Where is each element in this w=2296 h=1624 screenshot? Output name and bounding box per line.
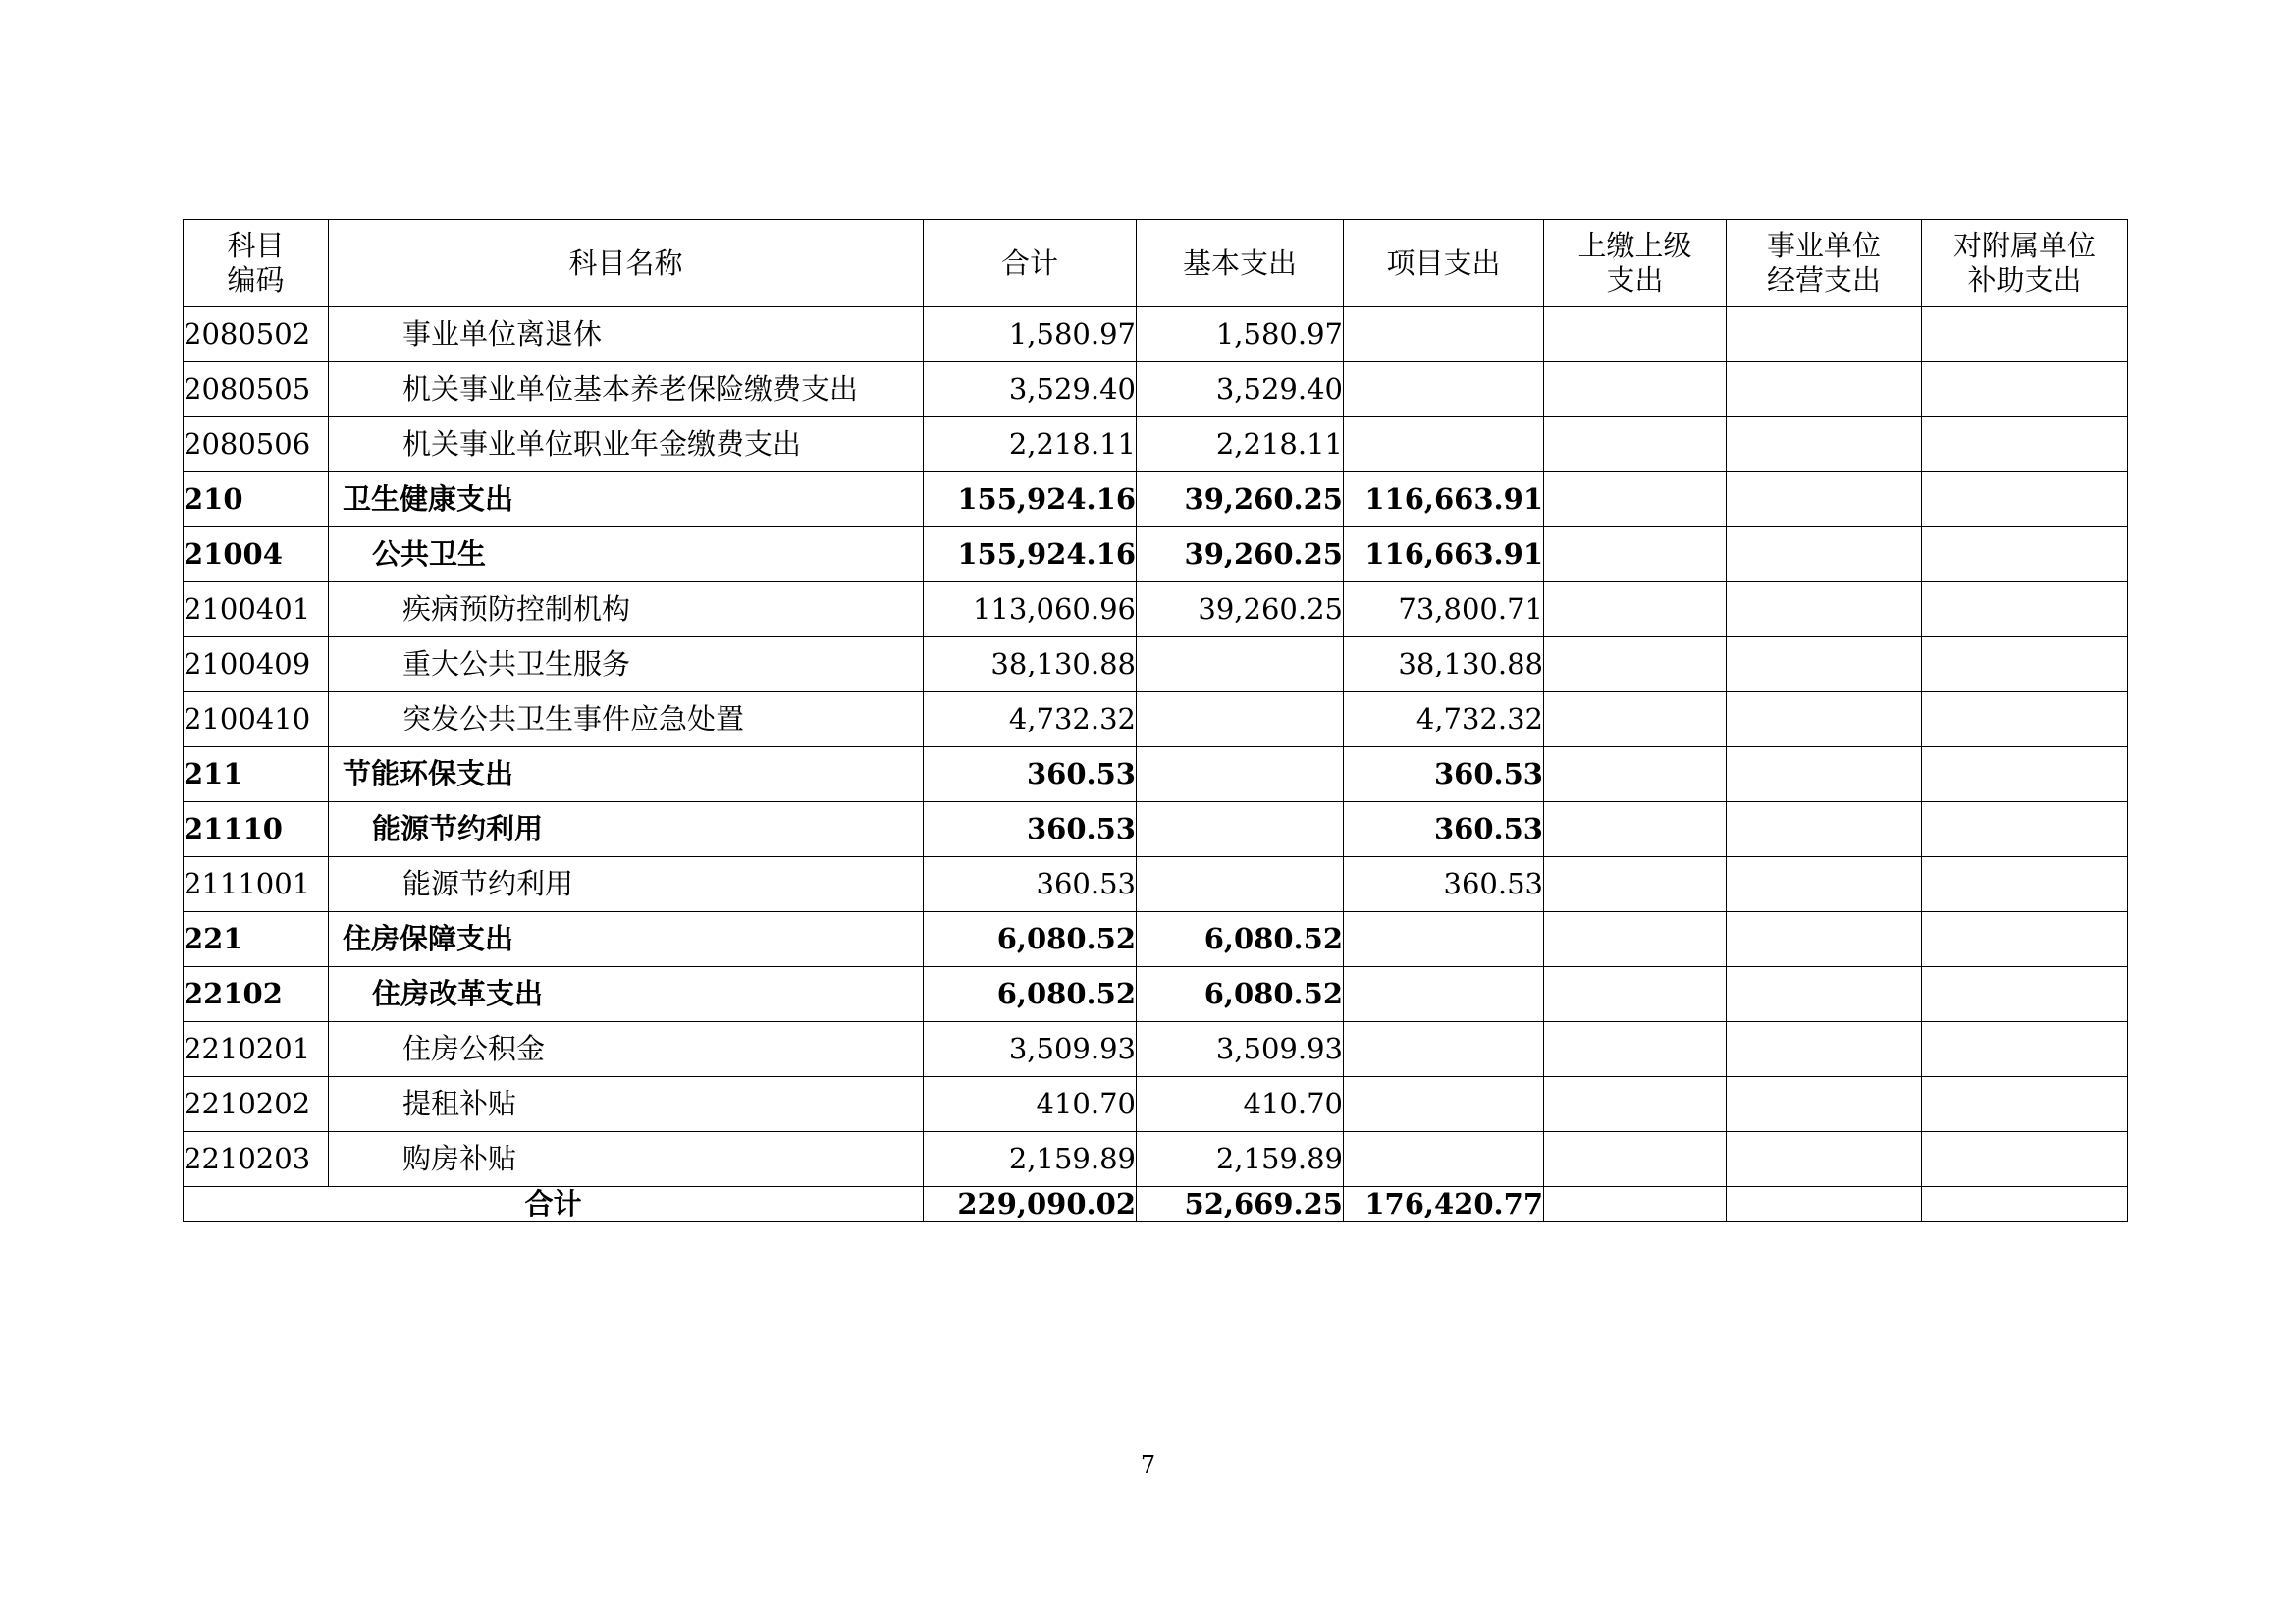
affiliate-subsidy-cell [1922, 802, 2128, 857]
expenditure-table [183, 219, 2128, 1222]
business-operation-cell [1727, 472, 1922, 527]
basic-expenditure-cell: 410.70 [1137, 1077, 1344, 1132]
project-expenditure-cell: 360.53 [1344, 857, 1544, 912]
total-sum-cell: 229,090.02 [924, 1187, 1137, 1222]
total-cell: 155,924.16 [924, 527, 1137, 582]
basic-expenditure-cell [1137, 802, 1344, 857]
total-cell: 38,130.88 [924, 637, 1137, 692]
subject-code-cell: 2100409 [184, 637, 329, 692]
subject-code-cell: 2100401 [184, 582, 329, 637]
business-operation-cell [1727, 692, 1922, 747]
upper-remittance-cell [1544, 857, 1727, 912]
header-row [184, 220, 2128, 307]
upper-remittance-cell [1544, 747, 1727, 802]
affiliate-subsidy-cell [1922, 527, 2128, 582]
business-operation-cell [1727, 1077, 1922, 1132]
total-cell: 155,924.16 [924, 472, 1137, 527]
subject-code-cell: 21110 [184, 802, 329, 857]
table-row [184, 692, 2128, 747]
table-row [184, 967, 2128, 1022]
subject-name-cell: 住房保障支出 [329, 912, 924, 967]
upper-remittance-cell [1544, 1132, 1727, 1187]
business-operation-cell [1727, 527, 1922, 582]
subject-name-cell: 提租补贴 [329, 1077, 924, 1132]
table-row [184, 417, 2128, 472]
subject-name-cell: 住房公积金 [329, 1022, 924, 1077]
basic-expenditure-cell: 39,260.25 [1137, 582, 1344, 637]
affiliate-subsidy-cell [1922, 582, 2128, 637]
project-expenditure-cell [1344, 1077, 1544, 1132]
basic-expenditure-cell: 1,580.97 [1137, 307, 1344, 362]
header-subject-code [184, 220, 329, 307]
total-cell: 6,080.52 [924, 912, 1137, 967]
subject-code-cell: 2080506 [184, 417, 329, 472]
table-row [184, 912, 2128, 967]
table-header [184, 220, 2128, 307]
total-cell: 410.70 [924, 1077, 1137, 1132]
subject-name-cell: 疾病预防控制机构 [329, 582, 924, 637]
table-row [184, 472, 2128, 527]
subject-code-cell: 22102 [184, 967, 329, 1022]
business-operation-cell [1727, 307, 1922, 362]
subject-code-cell: 2210201 [184, 1022, 329, 1077]
upper-remittance-cell [1544, 417, 1727, 472]
affiliate-subsidy-cell [1922, 637, 2128, 692]
project-expenditure-cell [1344, 1022, 1544, 1077]
total-label: 合计 [184, 1187, 924, 1222]
subject-name-cell: 公共卫生 [329, 527, 924, 582]
total-basic-cell: 52,669.25 [1137, 1187, 1344, 1222]
subject-code-cell: 210 [184, 472, 329, 527]
project-expenditure-cell [1344, 307, 1544, 362]
table-row [184, 857, 2128, 912]
affiliate-subsidy-cell [1922, 1077, 2128, 1132]
upper-remittance-cell [1544, 967, 1727, 1022]
upper-remittance-cell [1544, 472, 1727, 527]
table-footer [184, 1187, 2128, 1222]
header-subject-name: 科目名称 [329, 220, 924, 307]
subject-name-cell: 节能环保支出 [329, 747, 924, 802]
business-operation-cell [1727, 857, 1922, 912]
business-operation-cell [1727, 362, 1922, 417]
subject-name-cell: 住房改革支出 [329, 967, 924, 1022]
subject-name-cell: 卫生健康支出 [329, 472, 924, 527]
basic-expenditure-cell: 39,260.25 [1137, 527, 1344, 582]
basic-expenditure-cell [1137, 747, 1344, 802]
affiliate-subsidy-cell [1922, 1022, 2128, 1077]
header-subsidy-line2: 补助支出 [1967, 263, 2082, 297]
upper-remittance-cell [1544, 362, 1727, 417]
table-row [184, 362, 2128, 417]
header-business-line1: 事业单位 [1766, 229, 1881, 263]
basic-expenditure-cell: 39,260.25 [1137, 472, 1344, 527]
subject-name-cell: 能源节约利用 [329, 857, 924, 912]
total-cell: 6,080.52 [924, 967, 1137, 1022]
project-expenditure-cell: 116,663.91 [1344, 527, 1544, 582]
basic-expenditure-cell: 6,080.52 [1137, 967, 1344, 1022]
total-subsidy-cell [1922, 1187, 2128, 1222]
basic-expenditure-cell: 2,159.89 [1137, 1132, 1344, 1187]
project-expenditure-cell [1344, 1132, 1544, 1187]
header-upper-level-remittance [1544, 220, 1727, 307]
affiliate-subsidy-cell [1922, 362, 2128, 417]
subject-code-cell: 221 [184, 912, 329, 967]
subject-name-cell: 重大公共卫生服务 [329, 637, 924, 692]
upper-remittance-cell [1544, 912, 1727, 967]
affiliate-subsidy-cell [1922, 307, 2128, 362]
total-cell: 3,509.93 [924, 1022, 1137, 1077]
subject-code-cell: 2210203 [184, 1132, 329, 1187]
table-row [184, 637, 2128, 692]
affiliate-subsidy-cell [1922, 472, 2128, 527]
business-operation-cell [1727, 417, 1922, 472]
upper-remittance-cell [1544, 802, 1727, 857]
header-upper-level-line2: 支出 [1606, 263, 1664, 297]
project-expenditure-cell: 360.53 [1344, 747, 1544, 802]
header-subject-code-line1: 科目 [227, 229, 285, 263]
header-affiliate-subsidy [1922, 220, 2128, 307]
business-operation-cell [1727, 1132, 1922, 1187]
header-business-line2: 经营支出 [1766, 263, 1881, 297]
table-row [184, 1132, 2128, 1187]
header-subject-code-line2: 编码 [227, 263, 285, 297]
business-operation-cell [1727, 1022, 1922, 1077]
upper-remittance-cell [1544, 637, 1727, 692]
subject-code-cell: 2080502 [184, 307, 329, 362]
basic-expenditure-cell [1137, 637, 1344, 692]
affiliate-subsidy-cell [1922, 1132, 2128, 1187]
basic-expenditure-cell: 6,080.52 [1137, 912, 1344, 967]
total-project-cell: 176,420.77 [1344, 1187, 1544, 1222]
subject-name-cell: 突发公共卫生事件应急处置 [329, 692, 924, 747]
upper-remittance-cell [1544, 582, 1727, 637]
total-cell: 1,580.97 [924, 307, 1137, 362]
subject-code-cell: 211 [184, 747, 329, 802]
project-expenditure-cell [1344, 362, 1544, 417]
table-body [184, 307, 2128, 1187]
header-project-expenditure: 项目支出 [1344, 220, 1544, 307]
business-operation-cell [1727, 582, 1922, 637]
header-basic-expenditure: 基本支出 [1137, 220, 1344, 307]
total-cell: 360.53 [924, 857, 1137, 912]
business-operation-cell [1727, 912, 1922, 967]
affiliate-subsidy-cell [1922, 747, 2128, 802]
project-expenditure-cell: 360.53 [1344, 802, 1544, 857]
header-upper-level-line1: 上缴上级 [1577, 229, 1692, 263]
project-expenditure-cell: 73,800.71 [1344, 582, 1544, 637]
upper-remittance-cell [1544, 1022, 1727, 1077]
total-business-cell [1727, 1187, 1922, 1222]
header-subsidy-line1: 对附属单位 [1952, 229, 2096, 263]
basic-expenditure-cell: 3,509.93 [1137, 1022, 1344, 1077]
total-cell: 360.53 [924, 802, 1137, 857]
basic-expenditure-cell [1137, 857, 1344, 912]
project-expenditure-cell [1344, 912, 1544, 967]
project-expenditure-cell: 38,130.88 [1344, 637, 1544, 692]
table-row [184, 747, 2128, 802]
project-expenditure-cell: 116,663.91 [1344, 472, 1544, 527]
table-row [184, 802, 2128, 857]
affiliate-subsidy-cell [1922, 417, 2128, 472]
business-operation-cell [1727, 637, 1922, 692]
affiliate-subsidy-cell [1922, 692, 2128, 747]
upper-remittance-cell [1544, 527, 1727, 582]
table-row [184, 582, 2128, 637]
total-cell: 4,732.32 [924, 692, 1137, 747]
table-row [184, 1022, 2128, 1077]
total-cell: 360.53 [924, 747, 1137, 802]
affiliate-subsidy-cell [1922, 912, 2128, 967]
total-upper-cell [1544, 1187, 1727, 1222]
upper-remittance-cell [1544, 307, 1727, 362]
project-expenditure-cell [1344, 967, 1544, 1022]
project-expenditure-cell: 4,732.32 [1344, 692, 1544, 747]
total-cell: 113,060.96 [924, 582, 1137, 637]
page-number: 7 [1140, 1451, 1156, 1479]
upper-remittance-cell [1544, 692, 1727, 747]
upper-remittance-cell [1544, 1077, 1727, 1132]
total-cell: 2,159.89 [924, 1132, 1137, 1187]
header-business-operation [1727, 220, 1922, 307]
table-row [184, 1077, 2128, 1132]
affiliate-subsidy-cell [1922, 857, 2128, 912]
header-total: 合计 [924, 220, 1137, 307]
subject-name-cell: 机关事业单位职业年金缴费支出 [329, 417, 924, 472]
subject-code-cell: 21004 [184, 527, 329, 582]
subject-name-cell: 机关事业单位基本养老保险缴费支出 [329, 362, 924, 417]
basic-expenditure-cell: 3,529.40 [1137, 362, 1344, 417]
table-row [184, 527, 2128, 582]
total-row [184, 1187, 2128, 1222]
business-operation-cell [1727, 967, 1922, 1022]
table-row [184, 307, 2128, 362]
basic-expenditure-cell [1137, 692, 1344, 747]
subject-code-cell: 2111001 [184, 857, 329, 912]
basic-expenditure-cell: 2,218.11 [1137, 417, 1344, 472]
subject-name-cell: 购房补贴 [329, 1132, 924, 1187]
subject-code-cell: 2100410 [184, 692, 329, 747]
subject-name-cell: 能源节约利用 [329, 802, 924, 857]
business-operation-cell [1727, 747, 1922, 802]
affiliate-subsidy-cell [1922, 967, 2128, 1022]
subject-code-cell: 2080505 [184, 362, 329, 417]
total-cell: 3,529.40 [924, 362, 1137, 417]
business-operation-cell [1727, 802, 1922, 857]
subject-name-cell: 事业单位离退休 [329, 307, 924, 362]
total-cell: 2,218.11 [924, 417, 1137, 472]
project-expenditure-cell [1344, 417, 1544, 472]
subject-code-cell: 2210202 [184, 1077, 329, 1132]
